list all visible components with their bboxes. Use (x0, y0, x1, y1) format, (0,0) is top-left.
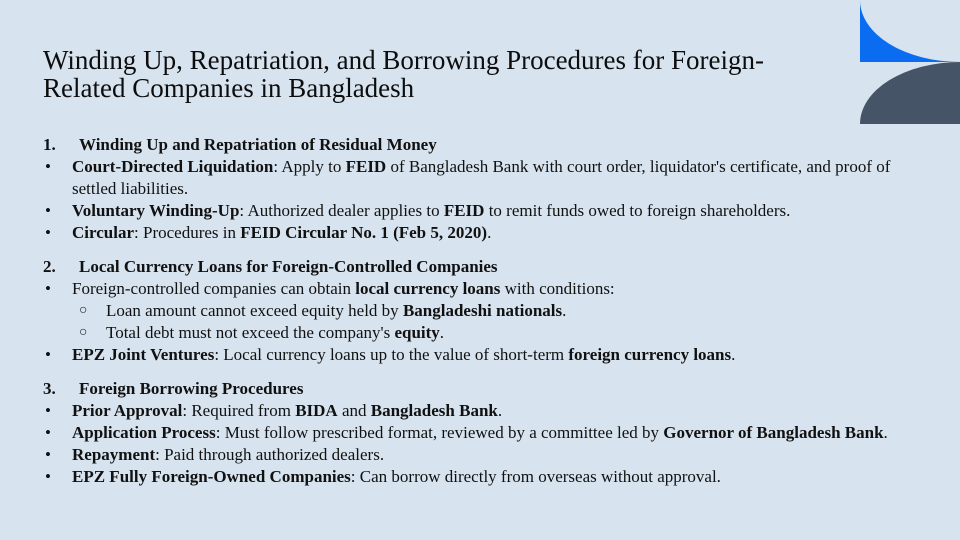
section-heading-1: 1. Winding Up and Repatriation of Residual Money (43, 135, 437, 154)
slide-title: Winding Up, Repatriation, and Borrowing Procedures for Foreign-Related Companies in Bangladesh (43, 45, 765, 103)
sub-bullet-loan-amount: ○ Loan amount cannot exceed equity held by Bangladeshi nationals. (79, 301, 567, 320)
section-heading-2: 2. Local Currency Loans for Foreign-Controlled Companies (43, 257, 498, 276)
leaf-slate-shape (860, 62, 960, 124)
bullet-voluntary-winding-up: • Voluntary Winding-Up: Authorized dealer applies to FEID to remit funds owed to foreign shareholders. (45, 201, 791, 220)
bullet-application-process: • Application Process: Must follow prescribed format, reviewed by a committee led by Governor of Bangladesh Bank. (45, 423, 888, 442)
quarter-circle-blue-shape (860, 0, 960, 62)
bullet-local-currency-intro: • Foreign-controlled companies can obtain local currency loans with conditions: (45, 279, 615, 298)
slide-body (43, 134, 923, 488)
section-heading-3: 3. Foreign Borrowing Procedures (43, 379, 304, 398)
bullet-circular: • Circular: Procedures in FEID Circular No. 1 (Feb 5, 2020). (45, 223, 492, 242)
bullet-epz-joint-ventures: • EPZ Joint Ventures: Local currency loans up to the value of short-term foreign currency loans. (45, 345, 736, 364)
bullet-repayment: • Repayment: Paid through authorized dealers. (45, 445, 385, 464)
sub-bullet-total-debt: ○ Total debt must not exceed the company's equity. (79, 323, 445, 342)
bullet-epz-fully-foreign-owned: • EPZ Fully Foreign-Owned Companies: Can borrow directly from overseas without approval. (45, 467, 721, 486)
bullet-prior-approval: • Prior Approval: Required from BIDA and Bangladesh Bank. (45, 401, 503, 420)
bullet-court-directed-liquidation: • Court-Directed Liquidation: Apply to FEID of Bangladesh Bank with court order, liquidator's certificate, and proof of settled liabilities. (45, 157, 891, 198)
